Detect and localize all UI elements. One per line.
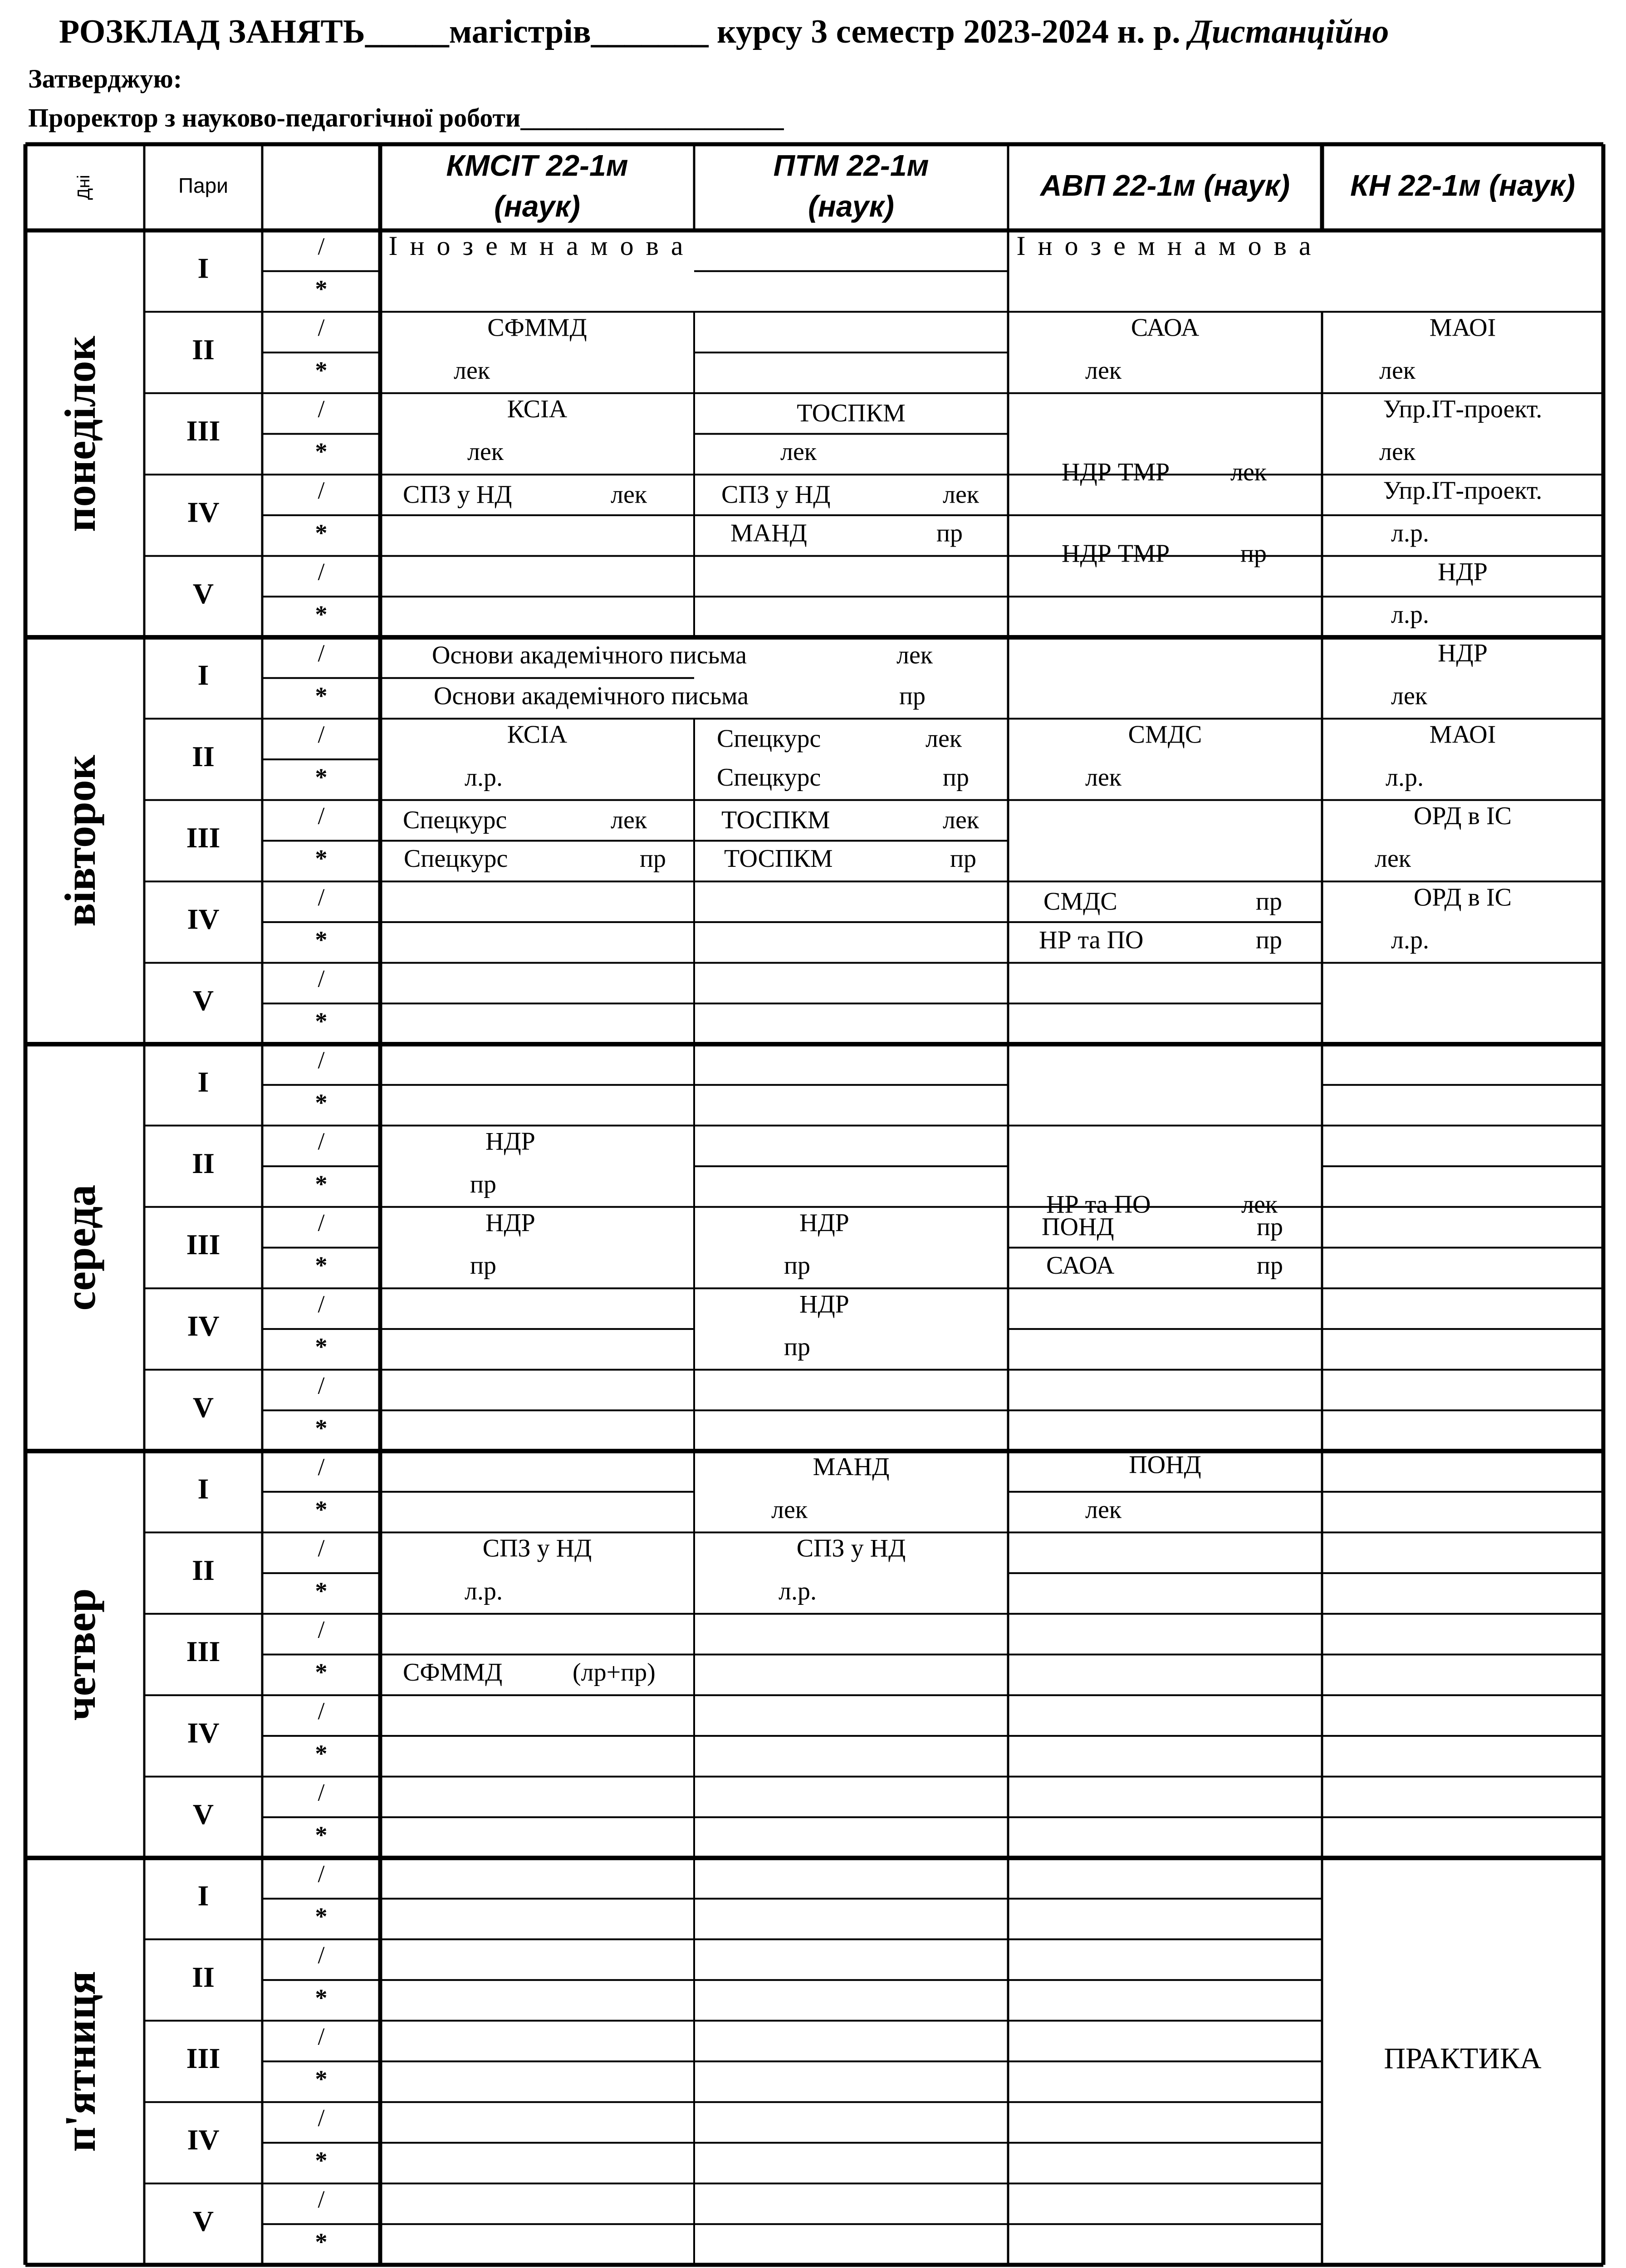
- week-mark-denominator: *: [315, 763, 328, 791]
- schedule-entry: І н о з е м н а м о в а: [388, 231, 686, 261]
- week-mark-numerator: /: [318, 1290, 325, 1318]
- schedule-entry: лек: [611, 480, 647, 509]
- schedule-entry: пр: [640, 845, 666, 873]
- schedule-entry: лек: [1379, 356, 1416, 385]
- week-mark-numerator: /: [318, 1535, 325, 1562]
- approve-label: Затверджую:: [28, 64, 182, 93]
- day-label-3: четвер: [56, 1588, 105, 1721]
- pair-number: IV: [187, 903, 220, 935]
- schedule-entry: САОА: [1131, 313, 1200, 342]
- schedule-entry: НР та ПО: [1039, 926, 1144, 954]
- pair-number: V: [192, 577, 214, 610]
- schedule-entry: СФММД: [487, 313, 587, 342]
- week-mark-numerator: /: [318, 476, 325, 504]
- schedule-entry: лек: [611, 806, 647, 834]
- schedule-entry: ПОНД: [1129, 1451, 1201, 1479]
- schedule-entry: (лр+пр): [573, 1658, 656, 1687]
- pair-number: I: [197, 252, 209, 284]
- schedule-entry: МАОІ: [1429, 720, 1496, 749]
- schedule-entry: лек: [1085, 763, 1122, 792]
- schedule-entry: Спецкурс: [717, 724, 821, 753]
- schedule-entry: пр: [784, 1251, 810, 1280]
- pair-number: II: [192, 1960, 215, 1993]
- group-header-0: КМСІТ 22-1м: [446, 148, 628, 182]
- schedule-entry: НДР: [485, 1209, 535, 1237]
- schedule-entry: НДР: [1438, 557, 1488, 586]
- day-label-2: середа: [56, 1184, 105, 1311]
- pair-number: V: [192, 984, 214, 1017]
- week-mark-denominator: *: [315, 519, 328, 547]
- header-pairs: Пари: [178, 174, 228, 198]
- schedule-entry: СФММД: [403, 1658, 503, 1687]
- schedule-entry: І н о з е м н а м о в а: [1016, 231, 1314, 261]
- pair-number: IV: [187, 1310, 220, 1342]
- schedule-entry: СПЗ у НД: [796, 1534, 906, 1563]
- week-mark-numerator: /: [318, 2185, 325, 2213]
- week-mark-numerator: /: [318, 883, 325, 911]
- schedule-entry: НДР: [799, 1290, 849, 1319]
- schedule-entry: лек: [1391, 682, 1428, 710]
- pair-number: II: [192, 1147, 215, 1179]
- schedule-entry: НДР: [485, 1127, 535, 1156]
- week-mark-numerator: /: [318, 1128, 325, 1155]
- schedule-entry: л.р.: [1386, 763, 1424, 792]
- schedule-entry: СМДС: [1128, 720, 1202, 749]
- day-label-1: вівторок: [56, 755, 105, 927]
- week-mark-denominator: *: [315, 1333, 328, 1361]
- week-mark-numerator: /: [318, 395, 325, 423]
- week-mark-numerator: /: [318, 1453, 325, 1481]
- week-mark-denominator: *: [315, 438, 328, 465]
- pair-number: III: [186, 2042, 220, 2075]
- schedule-entry: лек: [467, 438, 504, 466]
- schedule-entry: л.р.: [465, 1577, 503, 1605]
- week-mark-denominator: *: [315, 1984, 328, 2012]
- header-days: Дні: [74, 175, 94, 200]
- group-header-1: ПТМ 22-1м: [773, 148, 929, 182]
- week-mark-numerator: /: [318, 802, 325, 830]
- schedule-entry: Спецкурс: [717, 763, 821, 792]
- week-mark-numerator: /: [318, 1779, 325, 1806]
- schedule-entry: л.р.: [465, 763, 503, 792]
- schedule-entry: САОА: [1046, 1251, 1115, 1280]
- pair-number: II: [192, 740, 215, 772]
- week-mark-numerator: /: [318, 1941, 325, 1969]
- week-mark-numerator: /: [318, 1046, 325, 1074]
- week-mark-denominator: *: [315, 2228, 328, 2256]
- pair-number: IV: [187, 496, 220, 528]
- week-mark-denominator: *: [315, 1658, 328, 1686]
- practice-label: ПРАКТИКА: [1384, 2042, 1542, 2075]
- schedule-entry: ТОСПКМ: [724, 845, 833, 873]
- week-mark-denominator: *: [315, 926, 328, 954]
- schedule-entry: пр: [470, 1251, 496, 1280]
- schedule-entry: Упр.ІТ-проект.: [1383, 395, 1543, 424]
- schedule-entry: пр: [899, 682, 926, 710]
- week-mark-numerator: /: [318, 314, 325, 342]
- schedule-entry: ОРД в ІС: [1413, 802, 1512, 831]
- schedule-entry: ПОНД: [1042, 1212, 1114, 1241]
- week-mark-denominator: *: [315, 1414, 328, 1442]
- week-mark-denominator: *: [315, 1251, 328, 1279]
- prorector-line: Проректор з науково-педагогічної роботи____________________: [28, 103, 784, 132]
- schedule-entry: пр: [784, 1333, 810, 1361]
- week-mark-numerator: /: [318, 558, 325, 586]
- pair-number: I: [197, 1879, 209, 1912]
- week-mark-denominator: *: [315, 1902, 328, 1930]
- schedule-entry: МАОІ: [1429, 313, 1496, 342]
- pair-number: III: [186, 821, 220, 854]
- schedule-entry: лек: [1085, 356, 1122, 385]
- schedule-entry: Основи академічного письма: [434, 682, 749, 710]
- pair-number: I: [197, 659, 209, 691]
- pair-number: V: [192, 1391, 214, 1423]
- schedule-entry: СПЗ у НД: [482, 1534, 592, 1563]
- schedule-entry: пр: [1256, 926, 1282, 954]
- schedule-entry: СПЗ у НД: [403, 480, 512, 509]
- schedule-entry: ОРД в ІС: [1413, 883, 1512, 912]
- schedule-entry: л.р.: [1391, 926, 1429, 954]
- week-mark-denominator: *: [315, 357, 328, 384]
- pair-number: V: [192, 1798, 214, 1830]
- schedule-entry: СПЗ у НД: [721, 480, 831, 509]
- week-mark-denominator: *: [315, 1577, 328, 1605]
- schedule-entry: лек: [1379, 438, 1416, 466]
- day-label-0: понеділок: [56, 336, 105, 532]
- week-mark-denominator: *: [315, 2147, 328, 2175]
- day-label-4: п'ятниця: [56, 1971, 105, 2152]
- week-mark-denominator: *: [315, 1007, 328, 1035]
- title-form: Дистанційно: [1189, 13, 1389, 50]
- week-mark-denominator: *: [315, 2065, 328, 2093]
- pair-number: II: [192, 333, 215, 366]
- schedule-entry: лек: [771, 1496, 808, 1524]
- schedule-entry: Основи академічного письма: [432, 641, 747, 670]
- week-mark-denominator: *: [315, 1170, 328, 1198]
- schedule-entry: НДР: [799, 1209, 849, 1237]
- week-mark-numerator: /: [318, 1697, 325, 1725]
- week-mark-numerator: /: [318, 721, 325, 748]
- schedule-entry: НДР ТМР: [1062, 539, 1170, 568]
- schedule-entry: лек: [1375, 845, 1411, 873]
- week-mark-numerator: /: [318, 1209, 325, 1237]
- week-mark-numerator: /: [318, 232, 325, 260]
- schedule-entry: лек: [1085, 1496, 1122, 1524]
- week-mark-denominator: *: [315, 1496, 328, 1523]
- schedule-entry: Спецкурс: [404, 845, 508, 873]
- schedule-entry: л.р.: [1391, 600, 1429, 629]
- week-mark-numerator: /: [318, 1860, 325, 1887]
- schedule-entry: МАНД: [813, 1453, 890, 1481]
- schedule-entry: лек: [780, 438, 817, 466]
- week-mark-denominator: *: [315, 1089, 328, 1116]
- week-mark-denominator: *: [315, 1821, 328, 1849]
- week-mark-numerator: /: [318, 2023, 325, 2050]
- schedule-entry: НДР ТМР: [1062, 458, 1170, 487]
- schedule-entry: лек: [1230, 458, 1267, 487]
- pair-number: III: [186, 1228, 220, 1261]
- schedule-entry: Спецкурс: [403, 806, 507, 834]
- schedule-entry: СМДС: [1043, 887, 1117, 916]
- schedule-entry: пр: [470, 1170, 496, 1198]
- pair-number: I: [197, 1066, 209, 1098]
- group-header-1-sub: (наук): [808, 189, 894, 223]
- schedule-entry: лек: [1241, 1190, 1278, 1219]
- pair-number: III: [186, 415, 220, 447]
- schedule-entry: КСІА: [507, 720, 568, 749]
- schedule-entry: МАНД: [730, 519, 807, 547]
- schedule-entry: пр: [1257, 1212, 1283, 1241]
- schedule-entry: ТОСПКМ: [797, 399, 906, 427]
- schedule-entry: КСІА: [507, 395, 568, 424]
- schedule-entry: л.р.: [1391, 519, 1429, 547]
- schedule-entry: НР та ПО: [1046, 1190, 1151, 1219]
- pair-number: III: [186, 1635, 220, 1668]
- schedule-entry: НДР: [1438, 639, 1488, 668]
- schedule-entry: пр: [943, 763, 969, 792]
- week-mark-numerator: /: [318, 639, 325, 667]
- title-main: РОЗКЛАД ЗАНЯТЬ_____магістрів_______ курсу 3 семестр 2023-2024 н. р.: [59, 13, 1180, 50]
- week-mark-numerator: /: [318, 1372, 325, 1399]
- pair-number: I: [197, 1472, 209, 1505]
- schedule-entry: лек: [454, 356, 490, 385]
- week-mark-denominator: *: [315, 845, 328, 872]
- week-mark-denominator: *: [315, 1740, 328, 1768]
- week-mark-denominator: *: [315, 682, 328, 709]
- schedule-entry: пр: [1257, 1251, 1283, 1280]
- week-mark-denominator: *: [315, 275, 328, 303]
- pair-number: IV: [187, 2123, 220, 2156]
- schedule-entry: пр: [1256, 887, 1282, 916]
- group-header-0-sub: (наук): [494, 189, 580, 223]
- pair-number: II: [192, 1554, 215, 1586]
- schedule-entry: ТОСПКМ: [721, 806, 830, 834]
- week-mark-denominator: *: [315, 601, 328, 628]
- week-mark-numerator: /: [318, 1616, 325, 1643]
- schedule-entry: лек: [926, 724, 962, 753]
- schedule-entry: лек: [943, 806, 980, 834]
- week-mark-numerator: /: [318, 965, 325, 992]
- schedule-entry: лек: [896, 641, 933, 670]
- week-mark-numerator: /: [318, 2104, 325, 2131]
- schedule-entry: пр: [1240, 539, 1267, 568]
- schedule-entry: пр: [936, 519, 963, 547]
- schedule-entry: лек: [943, 480, 980, 509]
- pair-number: IV: [187, 1716, 220, 1749]
- pair-number: V: [192, 2204, 214, 2237]
- group-header-2: АВП 22-1м (наук): [1040, 168, 1290, 202]
- schedule-entry: л.р.: [779, 1577, 817, 1605]
- schedule-entry: Упр.ІТ-проект.: [1383, 476, 1543, 505]
- schedule-entry: пр: [950, 845, 976, 873]
- group-header-3: КН 22-1м (наук): [1350, 168, 1575, 202]
